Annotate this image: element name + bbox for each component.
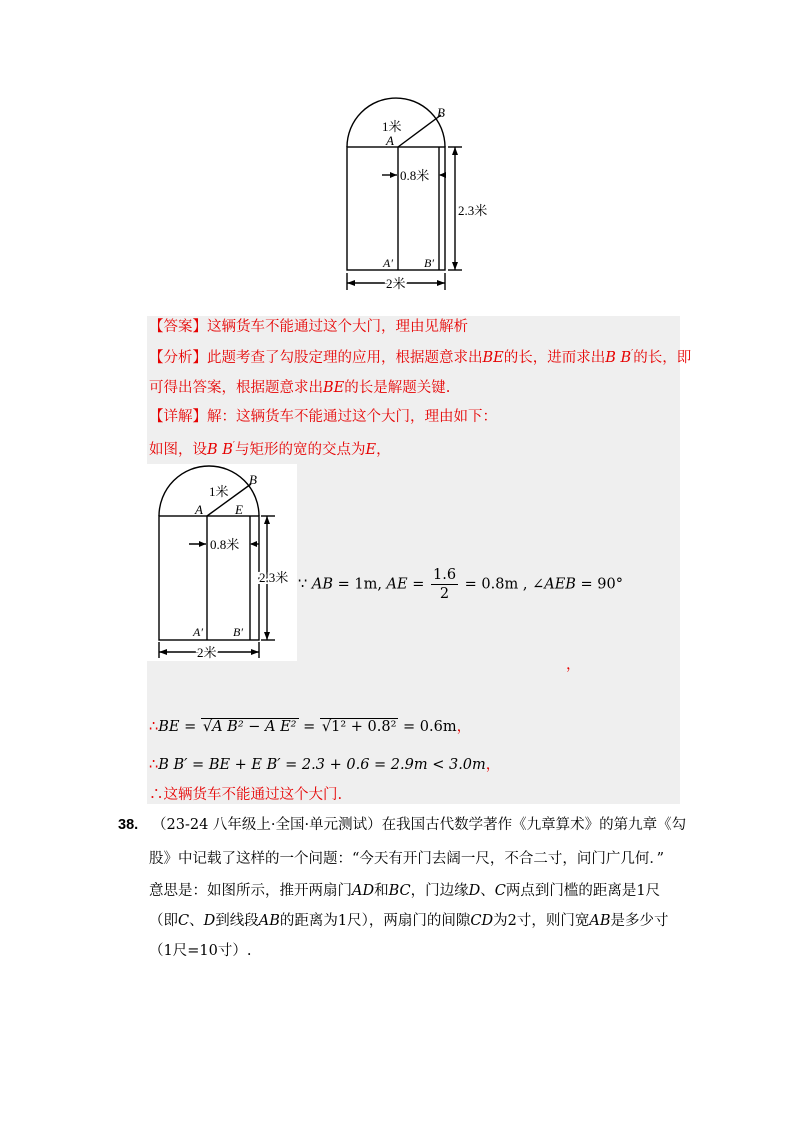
angle-AEB: AEB bbox=[544, 576, 576, 593]
label-1m: 1米 bbox=[209, 484, 229, 499]
label-A: A bbox=[386, 133, 394, 148]
analysis-tag: 【分析】 bbox=[149, 349, 207, 366]
detail-line bbox=[149, 407, 497, 427]
detail-tag: 【详解】 bbox=[149, 409, 207, 425]
setup-text: 与矩形的宽的交点为 bbox=[234, 441, 366, 458]
question-38-line-5: （1尺=10寸）. bbox=[149, 943, 252, 959]
sqrt-2: √1² + 0.8² bbox=[321, 719, 397, 735]
be-computation: ∴BE = √A B² − A E² = √1² + 0.8² = 0.6m， bbox=[149, 719, 472, 735]
therefore-symbol: ∴ bbox=[149, 757, 159, 773]
label-B: B bbox=[249, 472, 257, 487]
answer-text: 这辆货车不能通过这个大门，理由见解析 bbox=[207, 319, 468, 335]
analysis-BE: BE bbox=[323, 380, 345, 396]
bbprime-computation bbox=[149, 755, 500, 775]
sqrt-2-content: 1² + 0.8² bbox=[331, 719, 397, 735]
label-0.8m: 0.8米 bbox=[400, 168, 430, 183]
detail-text: 解：这辆货车不能通过这个大门，理由如下： bbox=[207, 409, 497, 425]
question-text: 到线段 bbox=[215, 913, 259, 929]
therefore-symbol: ∴ bbox=[149, 787, 164, 803]
fraction-1.6-over-2 bbox=[431, 566, 458, 603]
sqrt-1-content: A B² − A E² bbox=[212, 719, 297, 735]
question-text: 、 bbox=[480, 883, 495, 899]
label-A-prime: A′ bbox=[193, 625, 203, 639]
label-2m: 2米 bbox=[386, 276, 406, 291]
label-2.3m: 2.3米 bbox=[259, 570, 289, 585]
label-0.8m: 0.8米 bbox=[210, 537, 240, 552]
analysis-text: 的长是解题关键. bbox=[344, 380, 451, 396]
label-E: E bbox=[235, 502, 243, 517]
point-C: C bbox=[494, 883, 506, 899]
question-text: （即 bbox=[149, 913, 178, 929]
question-text: 意思是：如图所示，推开两扇门 bbox=[149, 883, 352, 899]
label-2.3m: 2.3米 bbox=[458, 203, 488, 218]
equation-given: ∵ AB = 1m, AE = $\frac{1.6}{2}$ = 0.8m , ∠AEB = 90° bbox=[298, 567, 624, 602]
because-symbol: ∵ bbox=[298, 576, 308, 593]
label-A: A bbox=[195, 502, 203, 517]
bbprime-expr: B B′ = BE + E B′ = 2.3 + 0.6 = 2.9m < 3.0m bbox=[158, 757, 486, 773]
eq-AE: AE bbox=[386, 576, 408, 593]
question-text: 和 bbox=[374, 883, 389, 899]
question-38-line-4 bbox=[149, 911, 668, 931]
question-text: 是多少寸 bbox=[610, 913, 669, 929]
setup-text: 如图，设 bbox=[149, 441, 207, 458]
question-text: （23-24 八年级上·全国·单元测试）在我国古代数学著作《九章算术》的第九章《勾 bbox=[152, 817, 687, 833]
segment-AB: AB bbox=[258, 913, 280, 929]
analysis-line-2 bbox=[149, 378, 450, 398]
segment-CD: CD bbox=[470, 913, 494, 929]
question-text: ，门边缘 bbox=[410, 883, 469, 899]
angle-symbol: ∠ bbox=[532, 576, 545, 593]
setup-text: ， bbox=[376, 441, 391, 458]
segment-BC: BC bbox=[388, 883, 411, 899]
eq-AE-value: = 0.8m , bbox=[464, 576, 528, 593]
fraction-denominator: 2 bbox=[439, 586, 450, 602]
question-text: 为2寸，则门宽 bbox=[493, 913, 590, 929]
analysis-text: 的长，进而求出 bbox=[503, 349, 606, 366]
analysis-text: 此题考查了勾股定理的应用，根据题意求出 bbox=[207, 349, 483, 366]
setup-line bbox=[149, 436, 391, 460]
analysis-BE: BE bbox=[482, 349, 504, 366]
question-number: 38. bbox=[118, 817, 139, 833]
be-result: = 0.6m bbox=[403, 719, 457, 735]
analysis-BBprime: B B bbox=[605, 349, 632, 366]
label-B-prime: B′ bbox=[424, 256, 434, 270]
prime-mark: ′ bbox=[232, 441, 235, 451]
point-D: D bbox=[468, 883, 481, 899]
point-D: D bbox=[203, 913, 216, 929]
answer-line bbox=[149, 317, 468, 337]
label-B: B bbox=[437, 105, 445, 120]
conclusion-text: 这辆货车不能通过这个大门. bbox=[163, 787, 343, 803]
prime-mark: ′ bbox=[631, 349, 634, 359]
gate-figure-top bbox=[330, 95, 500, 295]
label-1m: 1米 bbox=[382, 119, 402, 134]
answer-tag: 【答案】 bbox=[149, 319, 207, 335]
question-text: 两点到门槛的距离是1尺 bbox=[505, 883, 661, 899]
setup-BBprime: B B bbox=[207, 441, 233, 458]
setup-E: E bbox=[365, 441, 377, 458]
question-38-line-3 bbox=[149, 881, 660, 901]
line-end: ， bbox=[456, 719, 472, 735]
question-text: 、 bbox=[189, 913, 204, 929]
analysis-text: 可得出答案，根据题意求出 bbox=[149, 380, 323, 396]
gate-figure-detail bbox=[147, 464, 297, 661]
angle-value: = 90° bbox=[580, 576, 624, 593]
eq-AB: AB bbox=[311, 576, 333, 593]
conclusion-line bbox=[149, 785, 342, 805]
point-C: C bbox=[178, 913, 190, 929]
analysis-line-1 bbox=[149, 344, 691, 368]
line-end: ， bbox=[485, 757, 501, 773]
sqrt-1: √A B² − A E² bbox=[202, 719, 297, 735]
segment-AB: AB bbox=[589, 913, 611, 929]
label-2m: 2米 bbox=[197, 645, 217, 660]
analysis-text: 的长，即 bbox=[633, 349, 692, 366]
question-38-line-1 bbox=[118, 815, 686, 835]
question-38-line-2: 股》中记载了这样的一个问题：“今天有开门去阔一尺，不合二寸，问门广几何．” bbox=[149, 851, 665, 867]
label-A-prime: A′ bbox=[383, 256, 393, 270]
question-text: 的距离为1尺），两扇门的间隙 bbox=[279, 913, 471, 929]
therefore-symbol: ∴ bbox=[149, 719, 159, 735]
eq-AB-value: = 1m, bbox=[337, 576, 382, 593]
stray-comma: ， bbox=[566, 657, 581, 673]
segment-AD: AD bbox=[352, 883, 375, 899]
fraction-numerator: 1.6 bbox=[432, 567, 457, 583]
be-expr: BE = bbox=[158, 719, 197, 735]
label-B-prime: B′ bbox=[233, 625, 243, 639]
